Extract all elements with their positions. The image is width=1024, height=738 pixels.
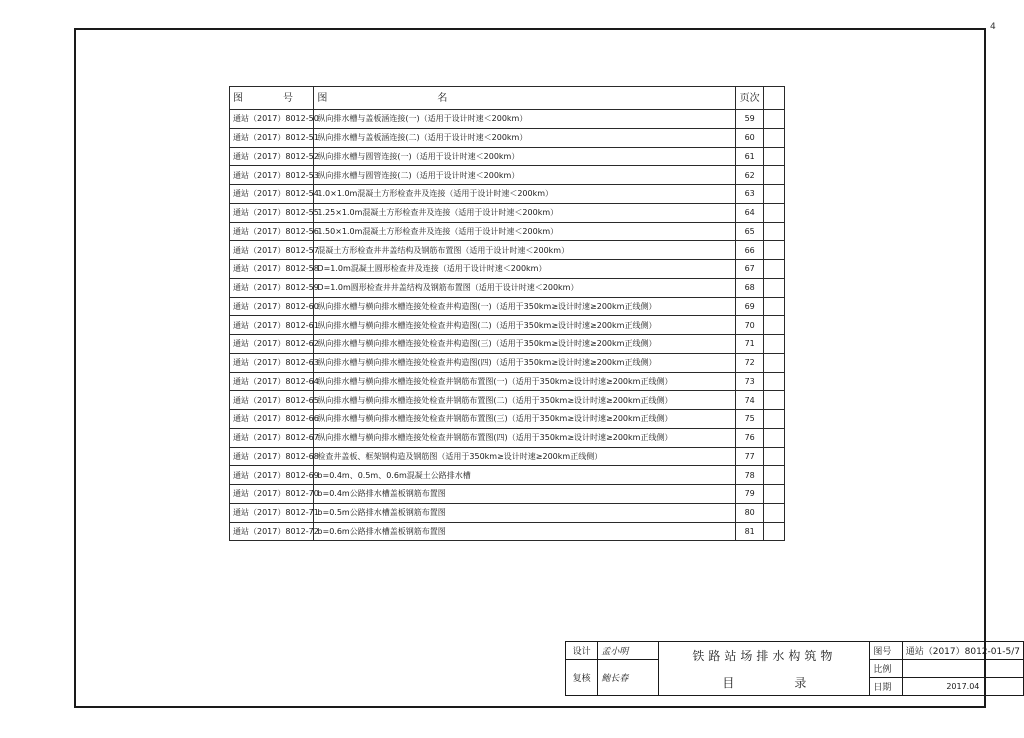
drawing-title-cell: 纵向排水槽与横向排水槽连接处检查井构造图(三)（适用于350km≥设计时速≥200km正线侧） bbox=[314, 335, 736, 354]
drawing-number-cell: 通站（2017）8012-72 bbox=[230, 522, 314, 541]
page-corner-mark: 4 bbox=[990, 22, 996, 32]
drawing-title-cell: 纵向排水槽与横向排水槽连接处检查井钢筋布置图(四)（适用于350km≥设计时速≥200km正线侧） bbox=[314, 428, 736, 447]
page-number-cell: 71 bbox=[736, 335, 763, 354]
page-number-cell: 60 bbox=[736, 128, 763, 147]
drawing-title-cell: 混凝土方形检查井井盖结构及钢筋布置图（适用于设计时速＜200km） bbox=[314, 241, 736, 260]
page-number-cell: 74 bbox=[736, 391, 763, 410]
table-row bbox=[230, 316, 785, 335]
page-number-cell: 79 bbox=[736, 485, 763, 504]
table-row bbox=[230, 466, 785, 485]
drawing-number-cell: 通站（2017）8012-60 bbox=[230, 297, 314, 316]
header-page-number: 页次 bbox=[736, 87, 763, 110]
catalog-body bbox=[230, 110, 785, 541]
page-number-cell: 62 bbox=[736, 166, 763, 185]
drawing-number-cell: 通站（2017）8012-63 bbox=[230, 353, 314, 372]
page-number-cell: 65 bbox=[736, 222, 763, 241]
drawing-title-cell: D=1.0m圆形检查井井盖结构及钢筋布置图（适用于设计时速＜200km） bbox=[314, 278, 736, 297]
blank-cell bbox=[763, 410, 784, 429]
drawing-number-cell: 通站（2017）8012-68 bbox=[230, 447, 314, 466]
drawing-title-cell bbox=[659, 642, 870, 696]
page-number-cell: 73 bbox=[736, 372, 763, 391]
drawing-title-cell: 纵向排水槽与圆管连接(一)（适用于设计时速＜200km） bbox=[314, 147, 736, 166]
blank-cell bbox=[763, 391, 784, 410]
main-title: 铁路站场排水构筑物 bbox=[692, 648, 837, 663]
drawing-title-cell: 纵向排水槽与盖板涵连接(二)（适用于设计时速＜200km） bbox=[314, 128, 736, 147]
drawing-number-cell: 通站（2017）8012-54 bbox=[230, 185, 314, 204]
blank-cell bbox=[763, 335, 784, 354]
scale-label: 比例 bbox=[870, 660, 902, 678]
page-number-cell: 77 bbox=[736, 447, 763, 466]
drawing-title-cell: 纵向排水槽与横向排水槽连接处检查井构造图(一)（适用于350km≥设计时速≥200km正线侧） bbox=[314, 297, 736, 316]
table-row bbox=[230, 410, 785, 429]
drawing-number-cell: 通站（2017）8012-69 bbox=[230, 466, 314, 485]
designer-signature: 孟小明 bbox=[598, 642, 659, 660]
drawing-number-cell: 通站（2017）8012-64 bbox=[230, 372, 314, 391]
drawing-number-cell: 通站（2017）8012-70 bbox=[230, 485, 314, 504]
blank-cell bbox=[763, 316, 784, 335]
drawing-title-cell: 1.0×1.0m混凝土方形检查井及连接（适用于设计时速＜200km） bbox=[314, 185, 736, 204]
table-row bbox=[230, 166, 785, 185]
subtitle: 目录 bbox=[722, 675, 867, 690]
table-row bbox=[230, 203, 785, 222]
drawing-number-cell: 通站（2017）8012-50 bbox=[230, 110, 314, 129]
blank-cell bbox=[763, 372, 784, 391]
blank-cell bbox=[763, 147, 784, 166]
drawing-title-cell: 纵向排水槽与横向排水槽连接处检查井构造图(四)（适用于350km≥设计时速≥200km正线侧） bbox=[314, 353, 736, 372]
page-number-cell: 59 bbox=[736, 110, 763, 129]
scale-value bbox=[902, 660, 1023, 678]
blank-cell bbox=[763, 522, 784, 541]
page-number-cell: 64 bbox=[736, 203, 763, 222]
page-number-cell: 70 bbox=[736, 316, 763, 335]
table-row bbox=[230, 447, 785, 466]
drawing-title-cell: 纵向排水槽与横向排水槽连接处检查井钢筋布置图(一)（适用于350km≥设计时速≥200km正线侧） bbox=[314, 372, 736, 391]
table-row bbox=[230, 128, 785, 147]
blank-cell bbox=[763, 166, 784, 185]
drawing-title-cell: 纵向排水槽与横向排水槽连接处检查井构造图(二)（适用于350km≥设计时速≥200km正线侧） bbox=[314, 316, 736, 335]
drawing-number-cell: 通站（2017）8012-58 bbox=[230, 260, 314, 279]
table-row bbox=[230, 260, 785, 279]
table-row bbox=[230, 503, 785, 522]
table-row bbox=[230, 485, 785, 504]
blank-cell bbox=[763, 447, 784, 466]
blank-cell bbox=[763, 222, 784, 241]
drawing-number-cell: 通站（2017）8012-67 bbox=[230, 428, 314, 447]
table-row bbox=[230, 297, 785, 316]
blank-cell bbox=[763, 297, 784, 316]
blank-cell bbox=[763, 185, 784, 204]
page-number-cell: 68 bbox=[736, 278, 763, 297]
blank-cell bbox=[763, 428, 784, 447]
drawing-number-cell: 通站（2017）8012-71 bbox=[230, 503, 314, 522]
design-label: 设计 bbox=[566, 642, 598, 660]
page-number-cell: 78 bbox=[736, 466, 763, 485]
drawing-title-cell: 纵向排水槽与盖板涵连接(一)（适用于设计时速＜200km） bbox=[314, 110, 736, 129]
table-row bbox=[230, 185, 785, 204]
blank-cell bbox=[763, 241, 784, 260]
date-label: 日期 bbox=[870, 678, 902, 696]
blank-cell bbox=[763, 128, 784, 147]
header-drawing-number: 图号 bbox=[230, 87, 314, 110]
drawing-title-cell: b=0.6m公路排水槽盖板钢筋布置图 bbox=[314, 522, 736, 541]
page-number-cell: 67 bbox=[736, 260, 763, 279]
drawing-title-cell: 纵向排水槽与横向排水槽连接处检查井钢筋布置图(二)（适用于350km≥设计时速≥200km正线侧） bbox=[314, 391, 736, 410]
drawing-title-cell: 检查井盖板、框架钢构造及钢筋图（适用于350km≥设计时速≥200km正线侧） bbox=[314, 447, 736, 466]
catalog-header-row bbox=[230, 87, 785, 110]
drawing-number-cell: 通站（2017）8012-55 bbox=[230, 203, 314, 222]
drawing-number-label: 图号 bbox=[870, 642, 902, 660]
table-row bbox=[230, 278, 785, 297]
blank-cell bbox=[763, 503, 784, 522]
drawing-title-cell: b=0.4m公路排水槽盖板钢筋布置图 bbox=[314, 485, 736, 504]
page-number-cell: 76 bbox=[736, 428, 763, 447]
drawing-title-cell: 1.50×1.0m混凝土方形检查井及连接（适用于设计时速＜200km） bbox=[314, 222, 736, 241]
blank-cell bbox=[763, 203, 784, 222]
reviewer-signature: 鲍长春 bbox=[598, 660, 659, 696]
blank-cell bbox=[763, 260, 784, 279]
page-number-cell: 81 bbox=[736, 522, 763, 541]
blank-cell bbox=[763, 466, 784, 485]
page-number-cell: 80 bbox=[736, 503, 763, 522]
page-number-cell: 66 bbox=[736, 241, 763, 260]
drawing-number-cell: 通站（2017）8012-53 bbox=[230, 166, 314, 185]
page-number-cell: 61 bbox=[736, 147, 763, 166]
page-number-cell: 72 bbox=[736, 353, 763, 372]
blank-cell bbox=[763, 110, 784, 129]
drawing-number-cell: 通站（2017）8012-57 bbox=[230, 241, 314, 260]
drawing-number-cell: 通站（2017）8012-59 bbox=[230, 278, 314, 297]
table-row bbox=[230, 372, 785, 391]
drawing-title-cell: b=0.5m公路排水槽盖板钢筋布置图 bbox=[314, 503, 736, 522]
table-row bbox=[230, 428, 785, 447]
drawing-title-cell: b=0.4m、0.5m、0.6m混凝土公路排水槽 bbox=[314, 466, 736, 485]
table-row bbox=[230, 222, 785, 241]
date-value: 2017.04 bbox=[902, 678, 1023, 696]
blank-cell bbox=[763, 278, 784, 297]
page-number-cell: 63 bbox=[736, 185, 763, 204]
table-row bbox=[230, 335, 785, 354]
table-row bbox=[230, 241, 785, 260]
drawing-number-cell: 通站（2017）8012-62 bbox=[230, 335, 314, 354]
drawing-number-cell: 通站（2017）8012-61 bbox=[230, 316, 314, 335]
table-row bbox=[230, 147, 785, 166]
title-block bbox=[565, 641, 1024, 696]
drawing-number-cell: 通站（2017）8012-66 bbox=[230, 410, 314, 429]
table-row bbox=[230, 522, 785, 541]
page-number-cell: 75 bbox=[736, 410, 763, 429]
drawing-title-cell: D=1.0m混凝土圆形检查井及连接（适用于设计时速＜200km） bbox=[314, 260, 736, 279]
page-number-cell: 69 bbox=[736, 297, 763, 316]
drawing-title-cell: 1.25×1.0m混凝土方形检查井及连接（适用于设计时速＜200km） bbox=[314, 203, 736, 222]
header-drawing-title: 图名 bbox=[314, 87, 736, 110]
drawing-number-cell: 通站（2017）8012-52 bbox=[230, 147, 314, 166]
table-row bbox=[230, 353, 785, 372]
table-row bbox=[230, 110, 785, 129]
blank-cell bbox=[763, 485, 784, 504]
drawing-number-value: 通站（2017）8012-01-5/7 bbox=[902, 642, 1023, 660]
table-row bbox=[230, 391, 785, 410]
drawing-title-cell: 纵向排水槽与圆管连接(二)（适用于设计时速＜200km） bbox=[314, 166, 736, 185]
drawing-number-cell: 通站（2017）8012-56 bbox=[230, 222, 314, 241]
drawing-number-cell: 通站（2017）8012-65 bbox=[230, 391, 314, 410]
blank-cell bbox=[763, 353, 784, 372]
drawing-number-cell: 通站（2017）8012-51 bbox=[230, 128, 314, 147]
drawing-title-cell: 纵向排水槽与横向排水槽连接处检查井钢筋布置图(三)（适用于350km≥设计时速≥200km正线侧） bbox=[314, 410, 736, 429]
header-blank-cell bbox=[763, 87, 784, 110]
catalog-table bbox=[229, 86, 785, 541]
review-label: 复核 bbox=[566, 660, 598, 696]
